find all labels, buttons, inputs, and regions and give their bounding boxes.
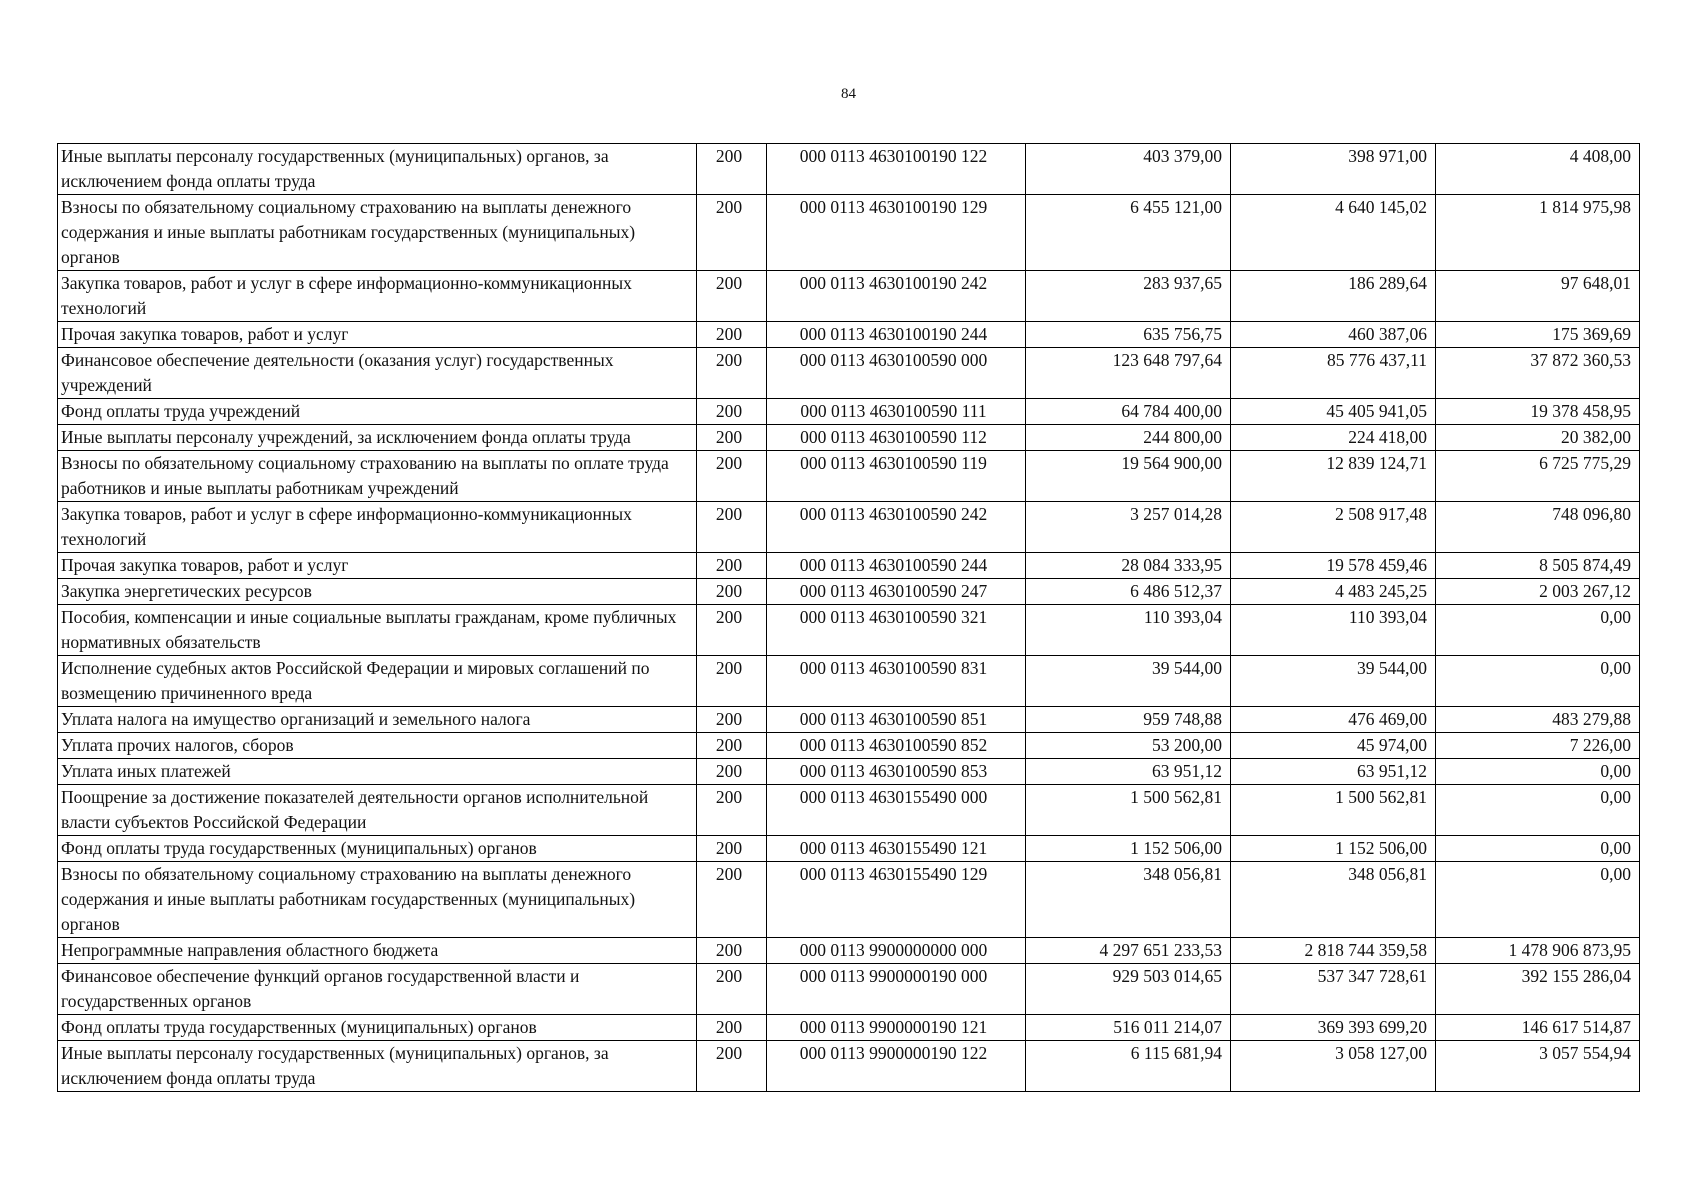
cell-classification-code: 000 0113 4630100190 129	[767, 195, 1026, 271]
cell-classification-code: 000 0113 4630100590 851	[767, 707, 1026, 733]
cell-approved: 929 503 014,65	[1026, 964, 1231, 1015]
cell-classification-code: 000 0113 4630100190 244	[767, 322, 1026, 348]
cell-name: Фонд оплаты труда государственных (муниципальных) органов	[58, 1015, 697, 1041]
table-row	[58, 451, 1640, 502]
cell-unexecuted: 4 408,00	[1436, 144, 1640, 195]
table-row	[58, 836, 1640, 862]
table-row	[58, 759, 1640, 785]
cell-executed: 45 405 941,05	[1231, 399, 1436, 425]
cell-line-code: 200	[697, 785, 767, 836]
cell-executed: 2 818 744 359,58	[1231, 938, 1436, 964]
cell-executed: 85 776 437,11	[1231, 348, 1436, 399]
cell-approved: 1 152 506,00	[1026, 836, 1231, 862]
cell-approved: 348 056,81	[1026, 862, 1231, 938]
table-row	[58, 964, 1640, 1015]
cell-classification-code: 000 0113 4630100190 122	[767, 144, 1026, 195]
cell-unexecuted: 483 279,88	[1436, 707, 1640, 733]
cell-name: Иные выплаты персоналу учреждений, за исключением фонда оплаты труда	[58, 425, 697, 451]
cell-line-code: 200	[697, 605, 767, 656]
table-row	[58, 605, 1640, 656]
table-row	[58, 656, 1640, 707]
cell-unexecuted: 2 003 267,12	[1436, 579, 1640, 605]
table-row	[58, 502, 1640, 553]
cell-executed: 19 578 459,46	[1231, 553, 1436, 579]
table-row	[58, 862, 1640, 938]
cell-unexecuted: 0,00	[1436, 836, 1640, 862]
cell-classification-code: 000 0113 9900000190 122	[767, 1041, 1026, 1092]
cell-unexecuted: 392 155 286,04	[1436, 964, 1640, 1015]
cell-executed: 369 393 699,20	[1231, 1015, 1436, 1041]
cell-unexecuted: 146 617 514,87	[1436, 1015, 1640, 1041]
cell-approved: 635 756,75	[1026, 322, 1231, 348]
cell-executed: 476 469,00	[1231, 707, 1436, 733]
cell-line-code: 200	[697, 759, 767, 785]
cell-approved: 63 951,12	[1026, 759, 1231, 785]
table-row	[58, 144, 1640, 195]
cell-executed: 45 974,00	[1231, 733, 1436, 759]
cell-line-code: 200	[697, 1015, 767, 1041]
cell-name: Закупка энергетических ресурсов	[58, 579, 697, 605]
cell-name: Взносы по обязательному социальному страхованию на выплаты денежного содержания и иные выплаты работникам государственных (муниципальных) органов	[58, 195, 697, 271]
cell-approved: 64 784 400,00	[1026, 399, 1231, 425]
cell-executed: 63 951,12	[1231, 759, 1436, 785]
cell-approved: 6 115 681,94	[1026, 1041, 1231, 1092]
cell-name: Фонд оплаты труда государственных (муниципальных) органов	[58, 836, 697, 862]
cell-executed: 4 483 245,25	[1231, 579, 1436, 605]
cell-approved: 28 084 333,95	[1026, 553, 1231, 579]
cell-approved: 53 200,00	[1026, 733, 1231, 759]
cell-classification-code: 000 0113 4630155490 121	[767, 836, 1026, 862]
cell-unexecuted: 0,00	[1436, 656, 1640, 707]
cell-classification-code: 000 0113 4630100590 111	[767, 399, 1026, 425]
cell-line-code: 200	[697, 707, 767, 733]
cell-classification-code: 000 0113 4630100590 321	[767, 605, 1026, 656]
cell-executed: 12 839 124,71	[1231, 451, 1436, 502]
table-row	[58, 785, 1640, 836]
cell-unexecuted: 20 382,00	[1436, 425, 1640, 451]
table-row	[58, 938, 1640, 964]
table-row	[58, 553, 1640, 579]
cell-unexecuted: 8 505 874,49	[1436, 553, 1640, 579]
cell-name: Уплата прочих налогов, сборов	[58, 733, 697, 759]
cell-approved: 123 648 797,64	[1026, 348, 1231, 399]
cell-name: Иные выплаты персоналу государственных (муниципальных) органов, за исключением фонда оплаты труда	[58, 144, 697, 195]
cell-name: Пособия, компенсации и иные социальные выплаты гражданам, кроме публичных нормативных обязательств	[58, 605, 697, 656]
cell-classification-code: 000 0113 4630100590 853	[767, 759, 1026, 785]
cell-approved: 516 011 214,07	[1026, 1015, 1231, 1041]
cell-name: Уплата налога на имущество организаций и земельного налога	[58, 707, 697, 733]
cell-unexecuted: 748 096,80	[1436, 502, 1640, 553]
cell-name: Финансовое обеспечение функций органов государственной власти и государственных органов	[58, 964, 697, 1015]
cell-executed: 39 544,00	[1231, 656, 1436, 707]
cell-line-code: 200	[697, 938, 767, 964]
cell-classification-code: 000 0113 4630100190 242	[767, 271, 1026, 322]
cell-name: Исполнение судебных актов Российской Федерации и мировых соглашений по возмещению причиненного вреда	[58, 656, 697, 707]
table-row	[58, 271, 1640, 322]
cell-approved: 3 257 014,28	[1026, 502, 1231, 553]
cell-name: Фонд оплаты труда учреждений	[58, 399, 697, 425]
cell-unexecuted: 0,00	[1436, 605, 1640, 656]
cell-executed: 3 058 127,00	[1231, 1041, 1436, 1092]
table-row	[58, 1041, 1640, 1092]
cell-classification-code: 000 0113 9900000190 121	[767, 1015, 1026, 1041]
cell-executed: 4 640 145,02	[1231, 195, 1436, 271]
cell-classification-code: 000 0113 4630100590 242	[767, 502, 1026, 553]
cell-line-code: 200	[697, 399, 767, 425]
cell-classification-code: 000 0113 9900000190 000	[767, 964, 1026, 1015]
table-row	[58, 348, 1640, 399]
cell-line-code: 200	[697, 836, 767, 862]
cell-unexecuted: 0,00	[1436, 862, 1640, 938]
cell-line-code: 200	[697, 144, 767, 195]
budget-execution-table	[57, 143, 1640, 1092]
cell-unexecuted: 175 369,69	[1436, 322, 1640, 348]
cell-line-code: 200	[697, 656, 767, 707]
cell-classification-code: 000 0113 4630100590 831	[767, 656, 1026, 707]
cell-unexecuted: 1 478 906 873,95	[1436, 938, 1640, 964]
cell-executed: 2 508 917,48	[1231, 502, 1436, 553]
cell-approved: 959 748,88	[1026, 707, 1231, 733]
cell-unexecuted: 7 226,00	[1436, 733, 1640, 759]
cell-line-code: 200	[697, 451, 767, 502]
table-row	[58, 1015, 1640, 1041]
cell-line-code: 200	[697, 271, 767, 322]
cell-executed: 186 289,64	[1231, 271, 1436, 322]
cell-classification-code: 000 0113 4630100590 244	[767, 553, 1026, 579]
cell-line-code: 200	[697, 553, 767, 579]
cell-approved: 244 800,00	[1026, 425, 1231, 451]
cell-line-code: 200	[697, 195, 767, 271]
cell-unexecuted: 97 648,01	[1436, 271, 1640, 322]
cell-name: Закупка товаров, работ и услуг в сфере информационно-коммуникационных технологий	[58, 502, 697, 553]
cell-unexecuted: 19 378 458,95	[1436, 399, 1640, 425]
cell-line-code: 200	[697, 862, 767, 938]
cell-approved: 6 486 512,37	[1026, 579, 1231, 605]
cell-classification-code: 000 0113 9900000000 000	[767, 938, 1026, 964]
cell-line-code: 200	[697, 579, 767, 605]
cell-approved: 403 379,00	[1026, 144, 1231, 195]
cell-approved: 110 393,04	[1026, 605, 1231, 656]
cell-executed: 537 347 728,61	[1231, 964, 1436, 1015]
cell-unexecuted: 37 872 360,53	[1436, 348, 1640, 399]
cell-approved: 283 937,65	[1026, 271, 1231, 322]
cell-executed: 398 971,00	[1231, 144, 1436, 195]
cell-approved: 39 544,00	[1026, 656, 1231, 707]
cell-executed: 1 500 562,81	[1231, 785, 1436, 836]
table-row	[58, 733, 1640, 759]
cell-classification-code: 000 0113 4630100590 852	[767, 733, 1026, 759]
table-row	[58, 707, 1640, 733]
cell-classification-code: 000 0113 4630100590 119	[767, 451, 1026, 502]
cell-name: Закупка товаров, работ и услуг в сфере информационно-коммуникационных технологий	[58, 271, 697, 322]
cell-name: Финансовое обеспечение деятельности (оказания услуг) государственных учреждений	[58, 348, 697, 399]
cell-name: Взносы по обязательному социальному страхованию на выплаты по оплате труда работников и иные выплаты работникам учреждений	[58, 451, 697, 502]
cell-unexecuted: 3 057 554,94	[1436, 1041, 1640, 1092]
cell-name: Уплата иных платежей	[58, 759, 697, 785]
cell-name: Прочая закупка товаров, работ и услуг	[58, 553, 697, 579]
cell-classification-code: 000 0113 4630100590 000	[767, 348, 1026, 399]
cell-name: Взносы по обязательному социальному страхованию на выплаты денежного содержания и иные выплаты работникам государственных (муниципальных) органов	[58, 862, 697, 938]
cell-line-code: 200	[697, 502, 767, 553]
table-row	[58, 425, 1640, 451]
table-row	[58, 322, 1640, 348]
cell-line-code: 200	[697, 733, 767, 759]
cell-classification-code: 000 0113 4630100590 247	[767, 579, 1026, 605]
cell-line-code: 200	[697, 425, 767, 451]
table-row	[58, 195, 1640, 271]
cell-line-code: 200	[697, 322, 767, 348]
cell-approved: 1 500 562,81	[1026, 785, 1231, 836]
cell-executed: 1 152 506,00	[1231, 836, 1436, 862]
cell-name: Иные выплаты персоналу государственных (муниципальных) органов, за исключением фонда оплаты труда	[58, 1041, 697, 1092]
cell-executed: 224 418,00	[1231, 425, 1436, 451]
cell-classification-code: 000 0113 4630100590 112	[767, 425, 1026, 451]
cell-unexecuted: 6 725 775,29	[1436, 451, 1640, 502]
cell-classification-code: 000 0113 4630155490 000	[767, 785, 1026, 836]
cell-name: Прочая закупка товаров, работ и услуг	[58, 322, 697, 348]
cell-unexecuted: 0,00	[1436, 759, 1640, 785]
table-row	[58, 579, 1640, 605]
cell-approved: 19 564 900,00	[1026, 451, 1231, 502]
table-row	[58, 399, 1640, 425]
page-number: 84	[841, 86, 856, 102]
cell-name: Непрограммные направления областного бюджета	[58, 938, 697, 964]
cell-executed: 460 387,06	[1231, 322, 1436, 348]
cell-line-code: 200	[697, 1041, 767, 1092]
cell-line-code: 200	[697, 348, 767, 399]
cell-approved: 4 297 651 233,53	[1026, 938, 1231, 964]
cell-approved: 6 455 121,00	[1026, 195, 1231, 271]
cell-executed: 110 393,04	[1231, 605, 1436, 656]
cell-line-code: 200	[697, 964, 767, 1015]
cell-unexecuted: 1 814 975,98	[1436, 195, 1640, 271]
cell-unexecuted: 0,00	[1436, 785, 1640, 836]
cell-classification-code: 000 0113 4630155490 129	[767, 862, 1026, 938]
cell-name: Поощрение за достижение показателей деятельности органов исполнительной власти субъектов Российской Федерации	[58, 785, 697, 836]
cell-executed: 348 056,81	[1231, 862, 1436, 938]
